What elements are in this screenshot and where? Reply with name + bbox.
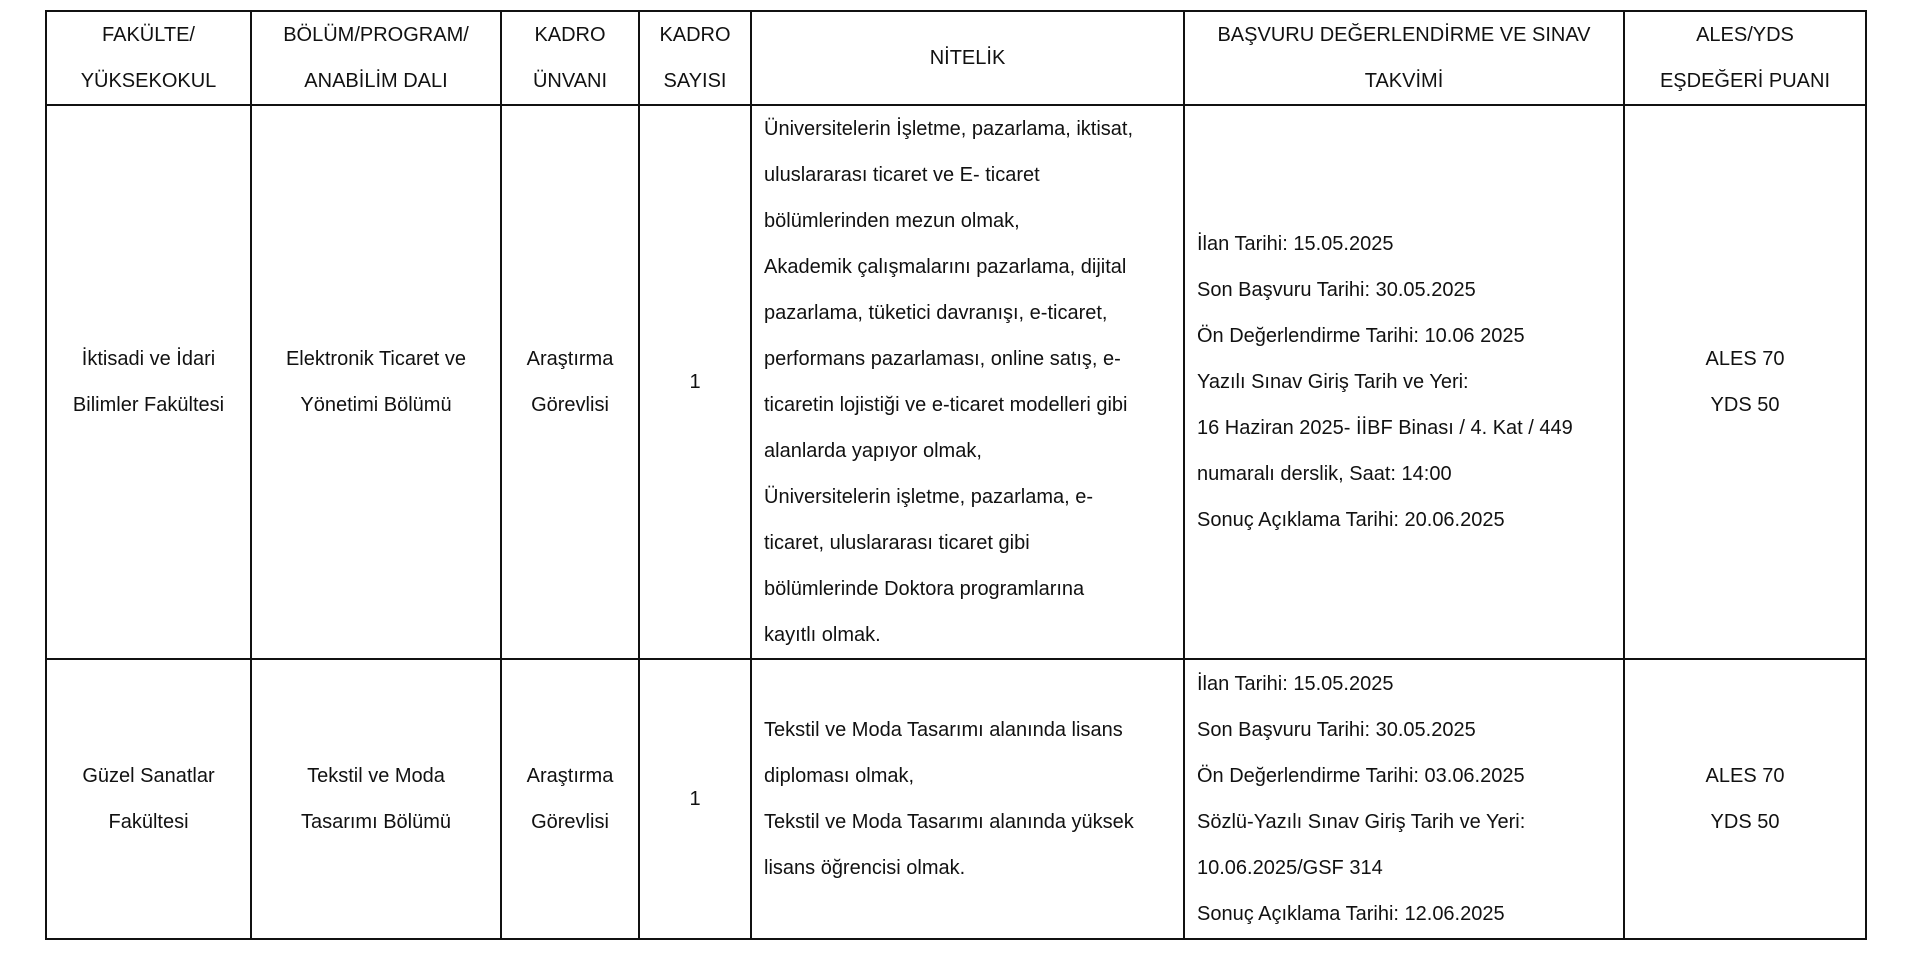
qualification-line: uluslararası ticaret ve E- ticaret xyxy=(764,164,1040,186)
header-faculty-line: YÜKSEKOKUL xyxy=(80,70,217,92)
faculty-line: Fakültesi xyxy=(108,811,189,833)
schedule-line: Sonuç Açıklama Tarihi: 20.06.2025 xyxy=(1197,509,1505,531)
faculty-cell xyxy=(46,105,251,659)
header-schedule-line: TAKVİMİ xyxy=(1364,70,1444,92)
schedule-line: İlan Tarihi: 15.05.2025 xyxy=(1197,673,1394,695)
qualification-cell xyxy=(751,659,1184,939)
department-cell xyxy=(251,659,501,939)
academic-staff-announcement-table xyxy=(45,10,1867,940)
qualification-line: Tekstil ve Moda Tasarımı alanında lisans xyxy=(764,719,1123,741)
qualification-line: diploması olmak, xyxy=(764,765,915,787)
qualification-line: ticaret, uluslararası ticaret gibi xyxy=(764,532,1030,554)
qualification-line: Akademik çalışmalarını pazarlama, dijital xyxy=(764,256,1127,278)
faculty-cell xyxy=(46,659,251,939)
schedule-line: 10.06.2025/GSF 314 xyxy=(1197,857,1383,879)
score-line: YDS 50 xyxy=(1710,394,1780,416)
position-title-line: Görevlisi xyxy=(531,811,609,833)
position-title-line: Görevlisi xyxy=(531,394,609,416)
schedule-line: Son Başvuru Tarihi: 30.05.2025 xyxy=(1197,279,1476,301)
header-position-count-line: SAYISI xyxy=(663,70,727,92)
table-row xyxy=(46,105,1866,659)
department-line: Elektronik Ticaret ve xyxy=(285,348,467,370)
header-position-count-line: KADRO xyxy=(659,24,731,46)
header-score xyxy=(1624,11,1866,105)
score-line: ALES 70 xyxy=(1705,348,1785,370)
qualification-line: bölümlerinden mezun olmak, xyxy=(764,210,1020,232)
department-cell xyxy=(251,105,501,659)
faculty-line: Bilimler Fakültesi xyxy=(72,394,225,416)
qualification-line: ticaretin lojistiği ve e-ticaret modelleri gibi xyxy=(764,394,1128,416)
header-position-title-line: KADRO xyxy=(534,24,606,46)
qualification-cell xyxy=(751,105,1184,659)
header-position-count xyxy=(639,11,751,105)
schedule-line: 16 Haziran 2025- İİBF Binası / 4. Kat / 449 xyxy=(1197,417,1573,439)
schedule-line: Sözlü-Yazılı Sınav Giriş Tarih ve Yeri: xyxy=(1197,811,1526,833)
score-cell xyxy=(1624,659,1866,939)
schedule-line: numaralı derslik, Saat: 14:00 xyxy=(1197,463,1452,485)
header-faculty-line: FAKÜLTE/ xyxy=(102,24,195,46)
position-count-cell xyxy=(639,105,751,659)
score-cell xyxy=(1624,105,1866,659)
faculty-line: Güzel Sanatlar xyxy=(82,765,215,787)
department-line: Tasarımı Bölümü xyxy=(300,811,452,833)
schedule-line: İlan Tarihi: 15.05.2025 xyxy=(1197,233,1394,255)
header-score-line: ALES/YDS xyxy=(1696,24,1794,46)
qualification-line: Tekstil ve Moda Tasarımı alanında yüksek xyxy=(764,811,1134,833)
position-count-value: 1 xyxy=(689,788,701,810)
header-schedule xyxy=(1184,11,1624,105)
schedule-cell xyxy=(1184,659,1624,939)
header-position-title-line: ÜNVANI xyxy=(532,70,608,92)
header-schedule-line: BAŞVURU DEĞERLENDİRME VE SINAV xyxy=(1217,24,1591,46)
header-score-line: EŞDEĞERİ PUANI xyxy=(1659,70,1831,92)
position-title-line: Araştırma xyxy=(526,348,614,370)
header-department xyxy=(251,11,501,105)
score-line: ALES 70 xyxy=(1705,765,1785,787)
department-line: Yönetimi Bölümü xyxy=(300,394,452,416)
table-header-row xyxy=(46,11,1866,105)
score-line: YDS 50 xyxy=(1710,811,1780,833)
qualification-line: bölümlerinde Doktora programlarına xyxy=(764,578,1085,600)
qualification-line: alanlarda yapıyor olmak, xyxy=(764,440,982,462)
qualification-line: kayıtlı olmak. xyxy=(764,624,881,646)
schedule-line: Sonuç Açıklama Tarihi: 12.06.2025 xyxy=(1197,903,1505,925)
qualification-line: Üniversitelerin işletme, pazarlama, e- xyxy=(764,486,1094,508)
schedule-line: Ön Değerlendirme Tarihi: 10.06 2025 xyxy=(1197,325,1525,347)
position-title-cell xyxy=(501,105,639,659)
position-title-line: Araştırma xyxy=(526,765,614,787)
header-department-line: ANABİLİM DALI xyxy=(304,70,448,92)
header-position-title xyxy=(501,11,639,105)
table-row xyxy=(46,659,1866,939)
schedule-line: Yazılı Sınav Giriş Tarih ve Yeri: xyxy=(1197,371,1469,393)
header-faculty xyxy=(46,11,251,105)
position-title-cell xyxy=(501,659,639,939)
schedule-line: Son Başvuru Tarihi: 30.05.2025 xyxy=(1197,719,1476,741)
department-line: Tekstil ve Moda xyxy=(307,765,445,787)
schedule-cell xyxy=(1184,105,1624,659)
qualification-line: lisans öğrencisi olmak. xyxy=(764,857,966,879)
position-count-cell xyxy=(639,659,751,939)
qualification-line: pazarlama, tüketici davranışı, e-ticaret, xyxy=(764,302,1108,324)
qualification-line: performans pazarlaması, online satış, e- xyxy=(764,348,1121,370)
qualification-line: Üniversitelerin İşletme, pazarlama, iktisat, xyxy=(764,118,1134,140)
position-count-value: 1 xyxy=(689,371,701,393)
schedule-line: Ön Değerlendirme Tarihi: 03.06.2025 xyxy=(1197,765,1525,787)
header-department-line: BÖLÜM/PROGRAM/ xyxy=(283,24,469,46)
header-qualification xyxy=(751,11,1184,105)
faculty-line: İktisadi ve İdari xyxy=(81,348,216,370)
header-qualification-line: NİTELİK xyxy=(929,47,1006,69)
